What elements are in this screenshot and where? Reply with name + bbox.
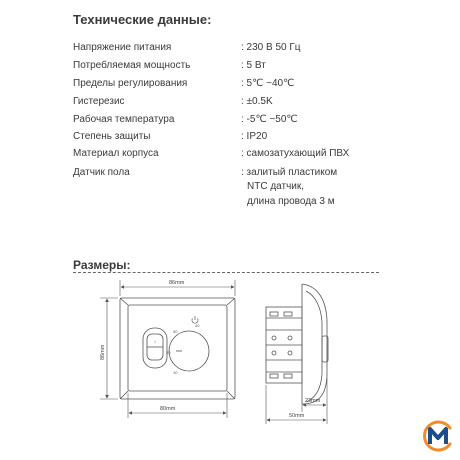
spec-value-range: : 5℃ ~40℃ bbox=[241, 78, 295, 89]
dial-mark-40: 40 bbox=[195, 323, 200, 328]
spec-value-sensor-type: NTC датчик, bbox=[247, 181, 305, 192]
page-title: Технические данные: bbox=[73, 12, 212, 27]
spec-label-range: Пределы регулирования bbox=[73, 78, 188, 89]
spec-value-voltage: : 230 В 50 Гц bbox=[241, 42, 301, 53]
dim-side-inner-depth-label: 23mm bbox=[305, 398, 321, 404]
spec-value-material: : самозатухающий ПВХ bbox=[241, 148, 350, 159]
spec-value-protection: : IP20 bbox=[241, 131, 268, 142]
front-view bbox=[120, 298, 235, 399]
dim-side-total-depth-label: 50mm bbox=[289, 413, 305, 419]
spec-value-sensor: : залитый пластиком bbox=[241, 167, 338, 178]
spec-label-voltage: Напряжение питания bbox=[73, 42, 172, 53]
dim-front-inner-width bbox=[128, 393, 227, 418]
dim-front-height-label: 86mm bbox=[100, 344, 106, 360]
spec-label-sensor: Датчик пола bbox=[73, 167, 130, 178]
svg-text:I: I bbox=[154, 339, 156, 344]
spec-value-power: : 5 Вт bbox=[241, 60, 266, 71]
spec-value-sensor-cable: длина провода 3 м bbox=[247, 196, 335, 207]
spec-label-work-temp: Рабочая температура bbox=[73, 114, 175, 125]
side-view bbox=[266, 284, 328, 404]
dim-front-width-label: 86mm bbox=[169, 280, 185, 286]
dial-mark-20: 20 bbox=[166, 350, 171, 355]
dial-mark-30: 30 bbox=[173, 329, 178, 334]
spec-label-material: Материал корпуса bbox=[73, 148, 159, 159]
dim-front-inner-width-label: 80mm bbox=[160, 406, 176, 412]
m-logo-icon bbox=[420, 418, 456, 454]
dimensions-title: Размеры: bbox=[73, 258, 131, 272]
dim-side-inner-depth bbox=[302, 378, 327, 412]
dial-mark-10: 10 bbox=[173, 370, 178, 375]
spec-label-power: Потребляемая мощность bbox=[73, 60, 191, 71]
spec-label-protection: Степень защиты bbox=[73, 131, 151, 142]
spec-value-work-temp: : -5℃ ~50℃ bbox=[241, 114, 298, 125]
temperature-dial bbox=[169, 331, 209, 371]
spec-value-hysteresis: : ±0.5K bbox=[241, 96, 273, 107]
front-outer-frame bbox=[120, 298, 235, 399]
spec-label-hysteresis: Гистерезис bbox=[73, 96, 125, 107]
